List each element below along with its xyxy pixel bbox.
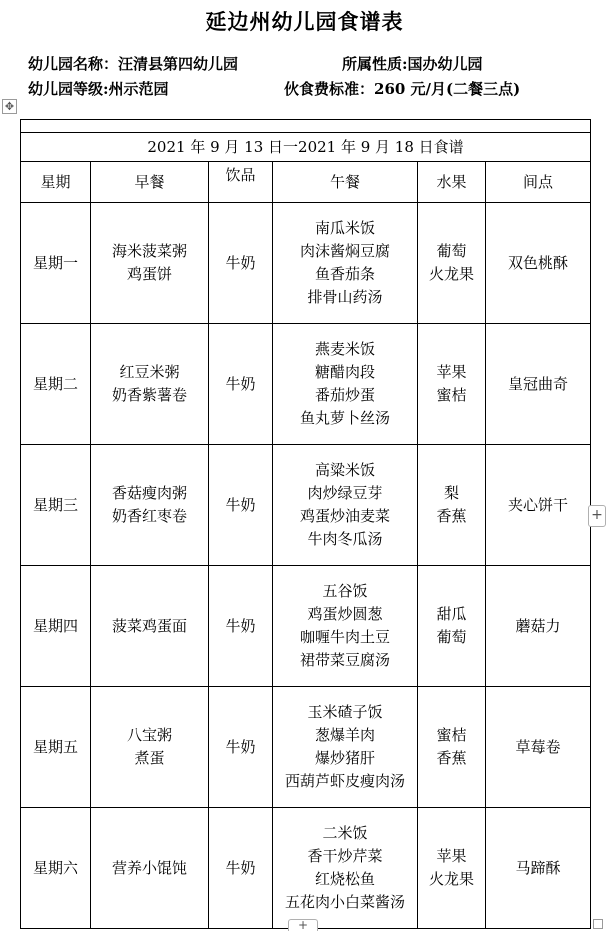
fruit-item: 火龙果	[428, 265, 474, 283]
weekday-cell: 星期六	[21, 808, 91, 929]
lunch-item: 西葫芦虾皮瘦肉汤	[284, 772, 405, 790]
header-weekday: 星期	[21, 162, 91, 203]
kindergarten-grade-label: 幼儿园等级:	[28, 80, 109, 98]
lunch-item: 南瓜米饭	[314, 219, 375, 237]
header-fruit: 水果	[418, 162, 486, 203]
breakfast-item: 奶香红枣卷	[111, 507, 187, 525]
kindergarten-grade	[28, 78, 169, 99]
meal-fee-value: 260 元/月(二餐三点)	[374, 80, 521, 98]
breakfast-item: 鸡蛋饼	[126, 265, 172, 283]
header-drink: 饮品	[209, 162, 273, 203]
snack-cell: 马蹄酥	[486, 808, 591, 929]
lunch-item: 五花肉小白菜酱汤	[284, 893, 405, 911]
menu-table	[20, 119, 591, 929]
breakfast-item: 营养小馄饨	[111, 858, 187, 877]
lunch-item: 鱼香茄条	[314, 265, 375, 283]
fruit-item: 香蕉	[436, 749, 467, 767]
lunch-item: 肉沫酱焖豆腐	[299, 242, 390, 260]
weekday-cell: 星期四	[21, 566, 91, 687]
snack-cell: 皇冠曲奇	[486, 324, 591, 445]
header-lunch: 午餐	[273, 162, 418, 203]
lunch-item: 玉米碴子饭	[307, 703, 383, 721]
table-row	[21, 808, 591, 929]
table-row	[21, 324, 591, 445]
meal-fee-label: 伙食费标准：	[284, 80, 375, 98]
lunch-item: 糖醋肉段	[314, 363, 375, 381]
lunch-item: 红烧松鱼	[314, 870, 375, 888]
lunch-cell	[273, 687, 418, 808]
breakfast-cell	[91, 203, 209, 324]
breakfast-item: 菠菜鸡蛋面	[111, 616, 187, 635]
drink-cell: 牛奶	[209, 808, 273, 929]
breakfast-cell	[91, 324, 209, 445]
drink-cell: 牛奶	[209, 324, 273, 445]
lunch-item: 二米饭	[322, 824, 368, 842]
plus-icon[interactable]: +	[588, 505, 606, 527]
table-date-row	[21, 133, 591, 162]
move-icon[interactable]: ✥	[2, 99, 17, 114]
table-header-row	[21, 162, 591, 203]
breakfast-item: 奶香紫薯卷	[111, 386, 187, 404]
fruit-item: 蜜桔	[436, 386, 467, 404]
drink-cell: 牛奶	[209, 687, 273, 808]
page-title: 延边州幼儿园食谱表	[205, 9, 404, 34]
lunch-item: 高粱米饭	[314, 461, 375, 479]
breakfast-item: 海米菠菜粥	[111, 242, 187, 260]
kindergarten-name-value: 汪清县第四幼儿园	[118, 55, 239, 73]
table-row	[21, 566, 591, 687]
fruit-item: 火龙果	[428, 870, 474, 888]
lunch-item: 五谷饭	[322, 582, 368, 600]
fruit-cell	[418, 808, 486, 929]
breakfast-item: 红豆米粥	[119, 363, 180, 381]
fruit-cell	[418, 324, 486, 445]
weekday-cell: 星期二	[21, 324, 91, 445]
table-blank-row	[21, 120, 591, 133]
weekday-cell: 星期三	[21, 445, 91, 566]
drink-cell: 牛奶	[209, 566, 273, 687]
header-snack: 间点	[486, 162, 591, 203]
breakfast-cell	[91, 566, 209, 687]
lunch-item: 葱爆羊肉	[314, 726, 375, 744]
lunch-item: 燕麦米饭	[314, 340, 375, 358]
breakfast-item: 八宝粥	[126, 726, 172, 744]
lunch-item: 排骨山药汤	[307, 288, 383, 306]
lunch-item: 番茄炒蛋	[314, 386, 375, 404]
snack-cell: 草莓卷	[486, 687, 591, 808]
lunch-item: 鸡蛋炒油麦菜	[299, 507, 390, 525]
table-row	[21, 687, 591, 808]
fruit-item: 蜜桔	[436, 726, 467, 744]
fruit-cell	[418, 203, 486, 324]
fruit-item: 甜瓜	[436, 605, 467, 623]
resize-handle-icon[interactable]	[593, 919, 603, 929]
drink-cell: 牛奶	[209, 203, 273, 324]
weekday-cell: 星期一	[21, 203, 91, 324]
lunch-item: 肉炒绿豆芽	[307, 484, 383, 502]
breakfast-cell	[91, 687, 209, 808]
lunch-cell	[273, 808, 418, 929]
breakfast-item: 香菇瘦肉粥	[111, 484, 187, 502]
snack-cell: 夹心饼干	[486, 445, 591, 566]
fruit-item: 葡萄	[436, 242, 467, 260]
plus-icon[interactable]: +	[288, 919, 318, 931]
lunch-item: 牛肉冬瓜汤	[307, 530, 383, 548]
breakfast-cell	[91, 808, 209, 929]
fruit-cell	[418, 445, 486, 566]
drink-cell: 牛奶	[209, 445, 273, 566]
kindergarten-grade-value: 州示范园	[108, 80, 169, 98]
breakfast-cell	[91, 445, 209, 566]
lunch-cell	[273, 203, 418, 324]
fruit-item: 葡萄	[436, 628, 467, 646]
lunch-item: 鸡蛋炒圆葱	[307, 605, 383, 623]
header-breakfast: 早餐	[91, 162, 209, 203]
lunch-cell	[273, 324, 418, 445]
weekday-cell: 星期五	[21, 687, 91, 808]
fruit-item: 苹果	[436, 363, 467, 381]
fruit-cell	[418, 566, 486, 687]
lunch-item: 裙带菜豆腐汤	[299, 651, 390, 669]
kindergarten-nature	[342, 53, 483, 74]
lunch-item: 鱼丸萝卜丝汤	[299, 409, 390, 427]
lunch-cell	[273, 566, 418, 687]
snack-cell: 双色桃酥	[486, 203, 591, 324]
kindergarten-nature-value: 国办幼儿园	[407, 55, 483, 73]
kindergarten-name	[28, 53, 238, 74]
fruit-item: 苹果	[436, 847, 467, 865]
fruit-cell	[418, 687, 486, 808]
meal-fee	[284, 78, 520, 99]
lunch-cell	[273, 445, 418, 566]
kindergarten-nature-label: 所属性质:	[342, 55, 408, 73]
fruit-item: 香蕉	[436, 507, 467, 525]
fruit-item: 梨	[443, 484, 459, 502]
lunch-item: 咖喱牛肉土豆	[299, 628, 390, 646]
lunch-item: 香干炒芹菜	[307, 847, 383, 865]
kindergarten-name-label: 幼儿园名称：	[28, 55, 119, 73]
breakfast-item: 煮蛋	[134, 749, 165, 767]
lunch-item: 爆炒猪肝	[314, 749, 375, 767]
table-row	[21, 445, 591, 566]
table-row	[21, 203, 591, 324]
snack-cell: 蘑菇力	[486, 566, 591, 687]
date-range: 2021 年 9 月 13 日一2021 年 9 月 18 日食谱	[21, 133, 591, 162]
